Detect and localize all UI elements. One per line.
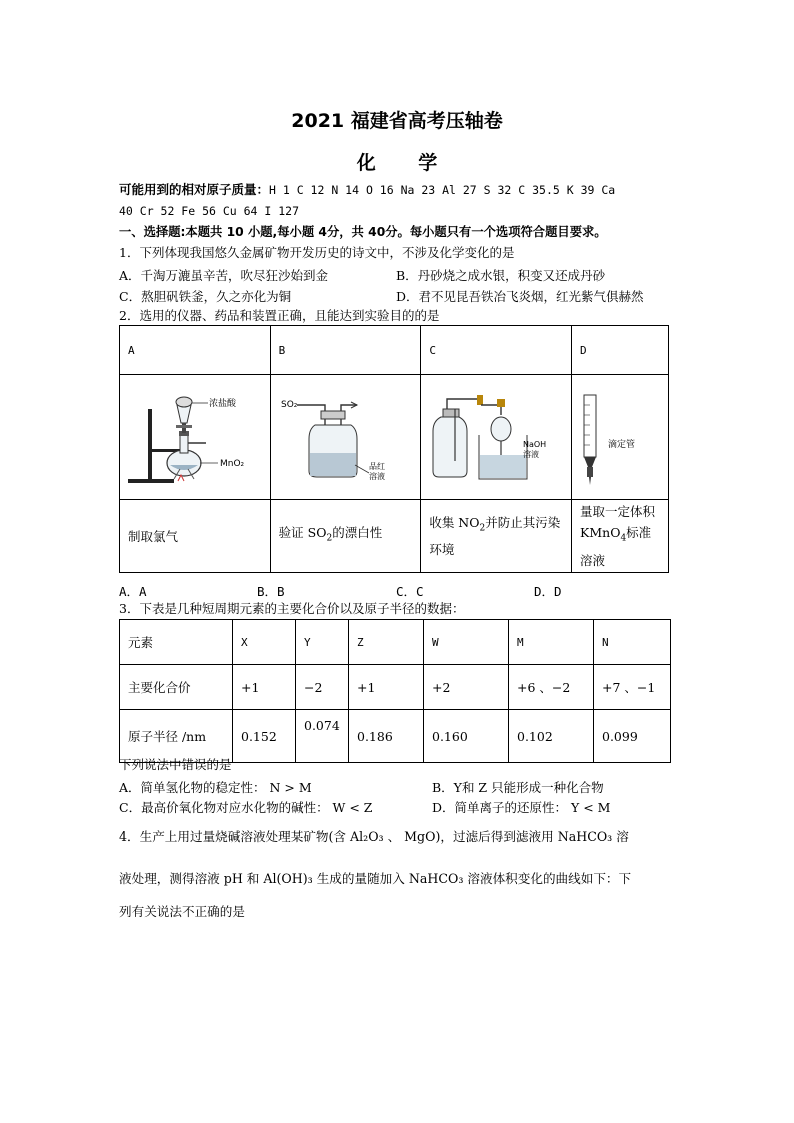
label-naoh-sol: 溶液 <box>523 450 540 459</box>
element-x: X <box>233 620 296 665</box>
q2-apparatus-table <box>119 325 669 573</box>
apparatus-c-cell <box>421 375 572 500</box>
label-conc-hcl: 浓盐酸 <box>209 399 237 409</box>
q2-header-b: B <box>270 326 421 375</box>
chlorine-generator-figure <box>120 375 266 499</box>
section-heading: 一、选择题:本题共 10 小题,每小题 4分，共 40分。每小题只有一个选项符合题目要求。 <box>119 225 607 239</box>
q1-option-b: B．丹砂烧之成水银，积变又还成丹砂 <box>396 268 606 283</box>
q2-desc-b: 验证 $SO_2$的漂白性 <box>270 500 421 573</box>
element-w: W <box>424 620 509 665</box>
radius-n: 0.099 <box>594 710 671 763</box>
element-y: Y <box>296 620 349 665</box>
radius-m: 0.102 <box>509 710 594 763</box>
q2-header-d: D <box>572 326 669 375</box>
q3-stem: 3．下表是几种短周期元素的主要化合价以及原子半径的数据： <box>119 601 465 616</box>
q3-option-d: D．简单离子的还原性： Y < M <box>432 800 611 815</box>
label-pinhong: 品红 <box>368 462 385 471</box>
label-burette: 滴定管 <box>608 440 636 450</box>
q2-stem: 2．选用的仪器、药品和装置正确，且能达到实验目的的是 <box>119 308 440 323</box>
label-so2: SO₂ <box>280 400 298 410</box>
radius-z: 0.186 <box>349 710 424 763</box>
atomic-mass-label: 可能用到的相对原子质量： <box>119 182 270 197</box>
valence-w: +2 <box>424 665 509 710</box>
radius-w: 0.160 <box>424 710 509 763</box>
label-naoh: NaOH <box>523 440 547 449</box>
apparatus-b-cell <box>270 375 421 500</box>
q4-stem-line-1: 4．生产上用过量烧碱溶液处理某矿物(含 Al₂O₃ 、 MgO)，过滤后得到滤液用 NaHCO₃ 溶 <box>119 829 629 844</box>
valence-y: −2 <box>296 665 349 710</box>
q3-row-label-radius: 原子半径 /nm <box>120 710 233 763</box>
q2-option-b: B．B <box>257 584 285 599</box>
q3-option-b: B．Y和 Z 只能形成一种化合物 <box>432 780 604 795</box>
apparatus-d-cell <box>572 375 669 500</box>
q1-option-c: C．熬胆矾铁釜，久之亦化为铜 <box>119 289 292 304</box>
atomic-mass-values-2: 40 Cr 52 Fe 56 Cu 64 I 127 <box>119 204 300 218</box>
q1-option-a: A．千淘万漉虽辛苦，吹尽狂沙始到金 <box>119 268 329 283</box>
subject-title: 化 学 <box>356 152 456 174</box>
q1-option-d: D．君不见昆吾铁冶飞炎烟，红光紫气俱赫然 <box>396 289 644 304</box>
q4-stem-line-2: 液处理，测得溶液 pH 和 Al(OH)₃ 生成的量随加入 NaHCO₃ 溶液体积变化的曲线如下：下 <box>119 871 632 886</box>
valence-n: +7 、−1 <box>594 665 671 710</box>
q3-row-label-element: 元素 <box>120 620 233 665</box>
q4-stem-line-3: 列有关说法不正确的是 <box>119 904 245 919</box>
radius-y: 0.074 <box>296 710 349 763</box>
label-pinhong-sol: 溶液 <box>368 472 385 481</box>
burette-figure <box>572 375 668 499</box>
q3-prompt: 下列说法中错误的是 <box>119 757 232 772</box>
so2-bleach-figure <box>271 375 417 499</box>
q2-desc-a: 制取氯气 <box>120 500 271 573</box>
q2-option-a: A．A <box>119 584 147 599</box>
atomic-mass-values-1: H 1 C 12 N 14 O 16 Na 23 Al 27 S 32 C 35.5 K 39 Ca <box>269 183 616 197</box>
label-mno2: MnO₂ <box>220 459 245 469</box>
element-z: Z <box>349 620 424 665</box>
q3-element-table <box>119 619 671 763</box>
q3-option-a: A．简单氢化物的稳定性： N > M <box>119 780 312 795</box>
q2-header-c: C <box>421 326 572 375</box>
valence-x: +1 <box>233 665 296 710</box>
atomic-mass-line-1 <box>119 182 615 198</box>
q2-desc-d: 量取一定体积 KMnO$_4$标准溶液 <box>572 500 669 573</box>
page-title: 2021 福建省高考压轴卷 <box>291 110 503 132</box>
q2-desc-c: 收集 $NO_2$并防止其污染环境 <box>421 500 572 573</box>
q3-row-label-valence: 主要化合价 <box>120 665 233 710</box>
valence-m: +6 、−2 <box>509 665 594 710</box>
q2-option-c: C．C <box>396 584 424 599</box>
element-m: M <box>509 620 594 665</box>
apparatus-a-cell <box>120 375 271 500</box>
q2-header-a: A <box>120 326 271 375</box>
q3-option-c: C．最高价氧化物对应水化物的碱性： W < Z <box>119 800 373 815</box>
no2-collection-figure <box>421 375 567 499</box>
q1-stem: 1．下列体现我国悠久金属矿物开发历史的诗文中，不涉及化学变化的是 <box>119 245 515 260</box>
q2-option-d: D．D <box>534 584 562 599</box>
radius-x: 0.152 <box>233 710 296 763</box>
valence-z: +1 <box>349 665 424 710</box>
element-n: N <box>594 620 671 665</box>
